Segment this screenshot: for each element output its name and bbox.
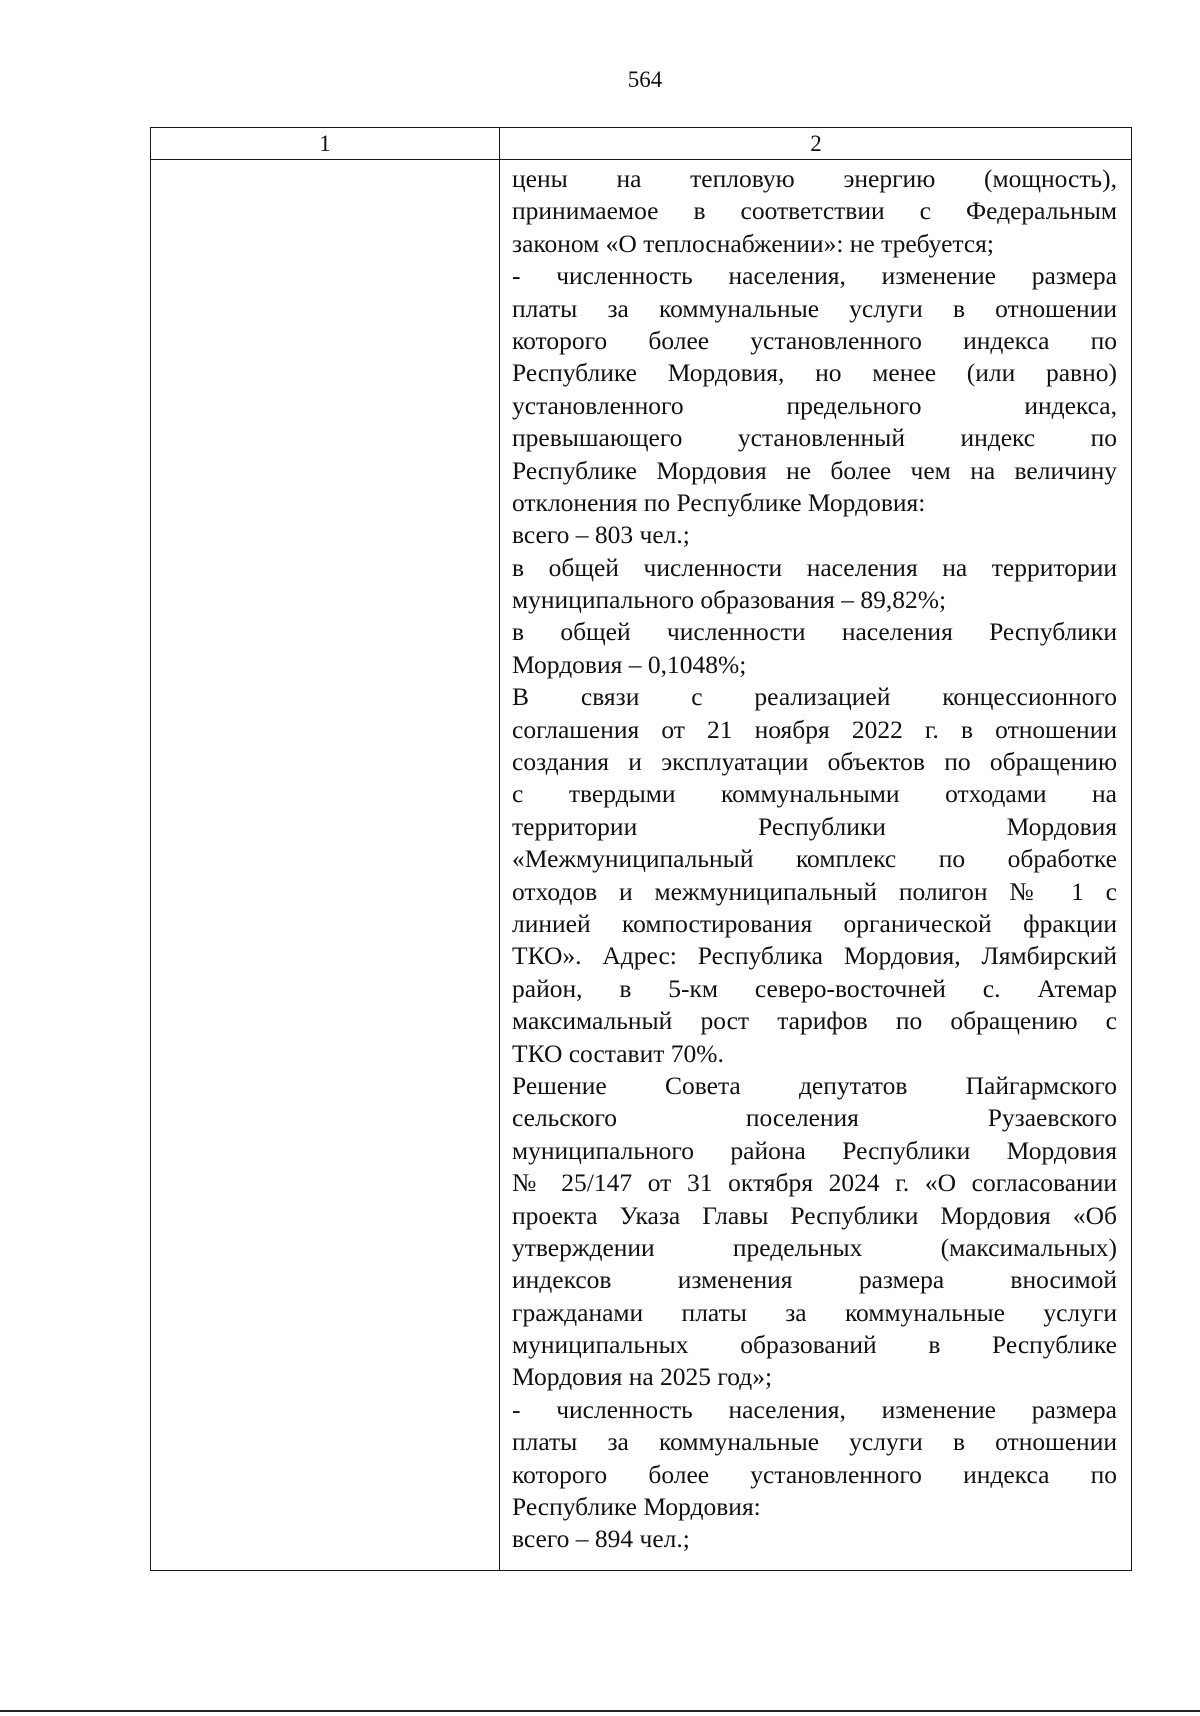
text-line: - численность населения, изменение размера: [512, 261, 1117, 291]
text-line: Мордовия – 0,1048%;: [512, 649, 747, 679]
text-line: Решение Совета депутатов Пайгармского: [512, 1070, 1117, 1100]
column-divider: [499, 128, 500, 1570]
page-number: 564: [627, 67, 663, 92]
text-line: «Межмуниципальный комплекс по обработке: [512, 844, 1117, 874]
text-line: цены на тепловую энергию (мощность),: [512, 164, 1117, 193]
text-line: всего – 894 чел.;: [512, 1524, 690, 1554]
text-line: муниципальных образований в Республике: [512, 1330, 1117, 1360]
text-line: законом «О теплоснабжении»: не требуется;: [512, 228, 994, 258]
text-line: гражданами платы за коммунальные услуги: [512, 1297, 1117, 1327]
column-1-header: 1: [319, 131, 331, 156]
text-line: соглашения от 21 ноября 2022 г. в отношении: [512, 714, 1117, 744]
scan-edge-line: [0, 1710, 1200, 1712]
text-line: Республике Мордовия не более чем на величину: [512, 455, 1117, 485]
text-line: ТКО». Адрес: Республика Мордовия, Лямбирский: [512, 941, 1117, 971]
text-line: Республике Мордовия:: [512, 1492, 761, 1522]
text-line: - численность населения, изменение размера: [512, 1394, 1117, 1424]
text-line: в общей численности населения Республики: [512, 617, 1117, 647]
text-line: платы за коммунальные услуги в отношении: [512, 1427, 1117, 1457]
text-line: № 25/147 от 31 октября 2024 г. «О согласовании: [512, 1168, 1117, 1198]
text-line: ТКО составит 70%.: [512, 1038, 724, 1068]
text-line: принимаемое в соответствии с Федеральным: [512, 196, 1117, 226]
text-line: отходов и межмуниципальный полигон № 1 с: [512, 876, 1117, 906]
text-line: территории Республики Мордовия: [512, 811, 1117, 841]
text-line: платы за коммунальные услуги в отношении: [512, 293, 1117, 323]
text-line: в общей численности населения на территории: [512, 552, 1117, 582]
text-line: превышающего установленный индекс по: [512, 423, 1117, 453]
text-line: создания и эксплуатации объектов по обращению: [512, 747, 1117, 777]
text-line: максимальный рост тарифов по обращению с: [512, 1006, 1117, 1036]
text-line: с твердыми коммунальными отходами на: [512, 779, 1117, 809]
text-line: утверждении предельных (максимальных): [512, 1232, 1117, 1262]
text-line: индексов изменения размера вносимой: [512, 1265, 1117, 1295]
column-2-header: 2: [810, 131, 822, 156]
text-line: проекта Указа Главы Республики Мордовия «Об: [512, 1200, 1117, 1230]
document-table: [150, 127, 1132, 1571]
column-2-text: [512, 163, 1117, 1556]
text-line: Мордовия на 2025 год»;: [512, 1362, 773, 1392]
text-line: которого более установленного индекса по: [512, 325, 1117, 355]
text-line: всего – 803 чел.;: [512, 520, 690, 550]
text-line: муниципального образования – 89,82%;: [512, 585, 947, 615]
text-line: установленного предельного индекса,: [512, 390, 1117, 420]
text-line: район, в 5-км северо-восточней с. Атемар: [512, 973, 1117, 1003]
text-line: В связи с реализацией концессионного: [512, 682, 1117, 712]
text-line: отклонения по Республике Мордовия:: [512, 487, 926, 517]
text-line: муниципального района Республики Мордовия: [512, 1135, 1117, 1165]
text-line: Республике Мордовия, но менее (или равно): [512, 358, 1117, 388]
text-line: линией компостирования органической фракции: [512, 908, 1117, 938]
text-line: которого более установленного индекса по: [512, 1459, 1117, 1489]
text-line: сельского поселения Рузаевского: [512, 1103, 1117, 1133]
table-header-row: [151, 128, 1131, 160]
